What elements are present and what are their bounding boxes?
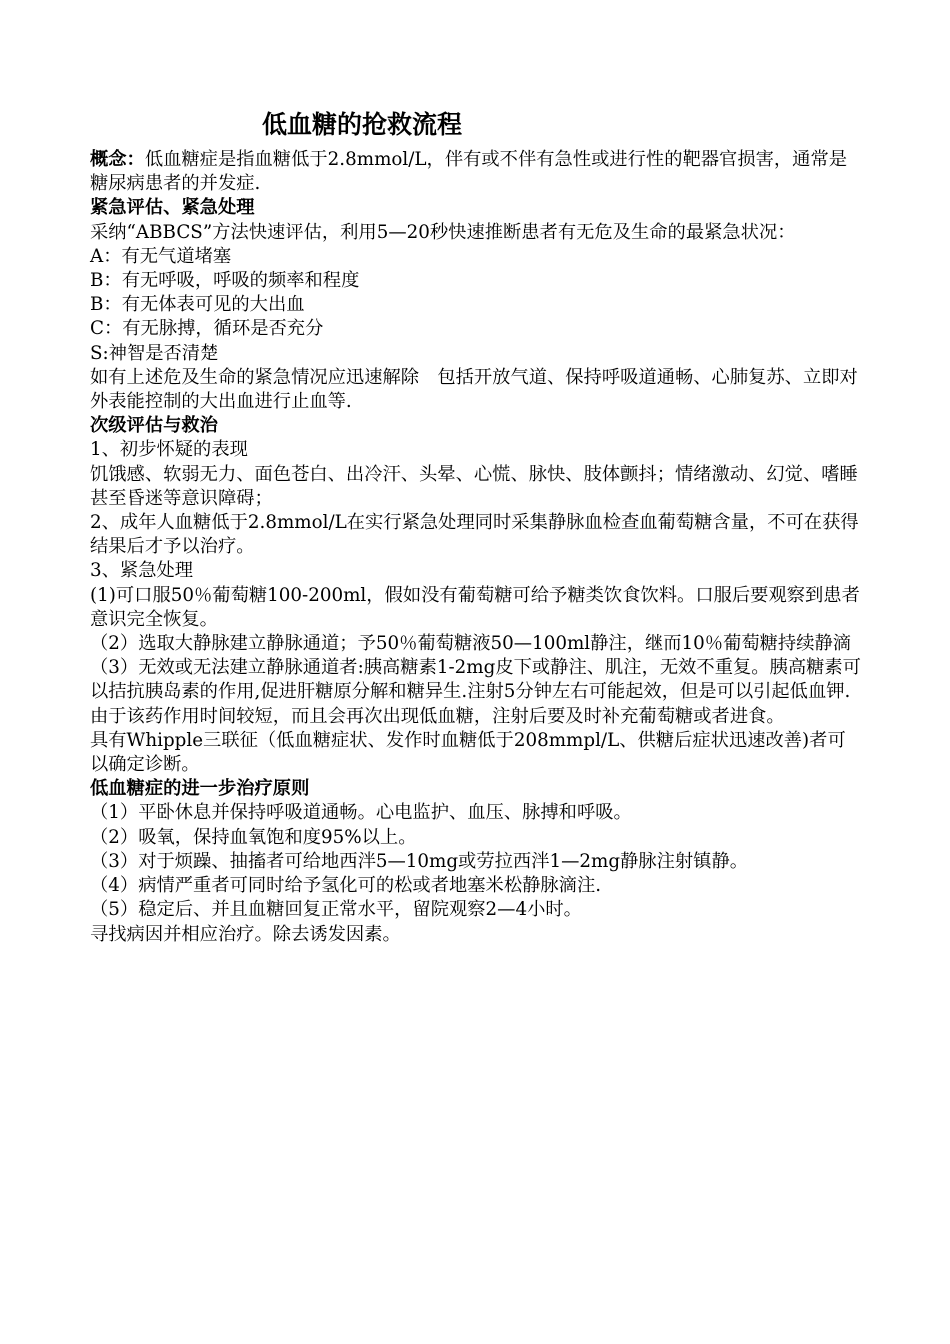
body-paragraph: (1)可口服50％葡萄糖100-200ml，假如没有葡萄糖可给予糖类饮食饮料。口服后要观察到患者意识完全恢复。 [90, 584, 860, 630]
section-conclusion: 寻找病因并相应治疗。除去诱发因素。 [90, 923, 401, 945]
document-body [90, 148, 862, 947]
assessment-item: S:神智是否清楚 [90, 342, 219, 364]
assessment-item: A：有无气道堵塞 [90, 245, 232, 267]
section-conclusion: 如有上述危及生命的紧急情况应迅速解除 包括开放气道、保持呼吸道通畅、心肺复苏、立即对外表能控制的大出血进行止血等. [90, 366, 858, 413]
body-paragraph: 饥饿感、软弱无力、面色苍白、出冷汗、头晕、心慌、脉快、肢体颤抖；情绪激动、幻觉、嗜睡甚至昏迷等意识障碍； [90, 463, 858, 509]
section-heading-emergency: 紧急评估、紧急处理 [90, 197, 255, 219]
treatment-item: （3）对于烦躁、抽搐者可给地西泮5—10mg或劳拉西泮1—2mg静脉注射镇静。 [90, 850, 749, 872]
concept-paragraph [90, 148, 862, 196]
assessment-item: C：有无脉搏，循环是否充分 [90, 318, 324, 340]
concept-text: 低血糖症是指血糖低于2.8mmol/L，伴有或不伴有急性或进行性的靶器官损害，通常是糖尿病患者的并发症. [90, 149, 848, 195]
concept-label: 概念： [90, 149, 145, 170]
body-paragraph: 1、初步怀疑的表现 [90, 439, 248, 461]
body-paragraph: （2）选取大静脉建立静脉通道；予50％葡萄糖液50—100ml静注，继而10％葡萄糖持续静滴 [90, 633, 852, 655]
assessment-item: B：有无体表可见的大出血 [90, 294, 305, 316]
document-title: 低血糖的抢救流程 [262, 110, 463, 139]
body-paragraph: 3、紧急处理 [90, 560, 194, 582]
treatment-item: （2）吸氧，保持血氧饱和度95%以上。 [90, 826, 417, 848]
treatment-item: （5）稳定后、并且血糖回复正常水平，留院观察2—4小时。 [90, 899, 582, 921]
section-intro: 采纳“ABBCS”方法快速评估，利用5—20秒快速推断患者有无危及生命的最紧急状况： [90, 221, 796, 243]
section-heading-further-treatment: 低血糖症的进一步治疗原则 [90, 778, 310, 800]
body-paragraph: 具有Whipple三联征（低血糖症状、发作时血糖低于208mmpl/L、供糖后症状迅速改善)者可以确定诊断。 [90, 729, 846, 776]
body-paragraph: （3）无效或无法建立静脉通道者:胰高糖素1-2mg皮下或静注、肌注，无效不重复。胰高糖素可以拮抗胰岛素的作用,促进肝糖原分解和糖异生.注射5分钟左右可能起效，但是可以引起低血钾.由于该药作用时间较短，而且会再次出现低血糖，注射后要及时补充葡萄糖或者进食。 [90, 657, 861, 727]
treatment-item: （1）平卧休息并保持呼吸道通畅。心电监护、血压、脉搏和呼吸。 [90, 802, 632, 824]
section-heading-secondary: 次级评估与救治 [90, 415, 218, 437]
body-paragraph: 2、成年人血糖低于2.8mmol/L在实行紧急处理同时采集静脉血检查血葡萄糖含量，不可在获得结果后才予以治疗。 [90, 512, 859, 558]
treatment-item: （4）病情严重者可同时给予氢化可的松或者地塞米松静脉滴注. [90, 875, 602, 897]
assessment-item: B：有无呼吸，呼吸的频率和程度 [90, 270, 360, 292]
